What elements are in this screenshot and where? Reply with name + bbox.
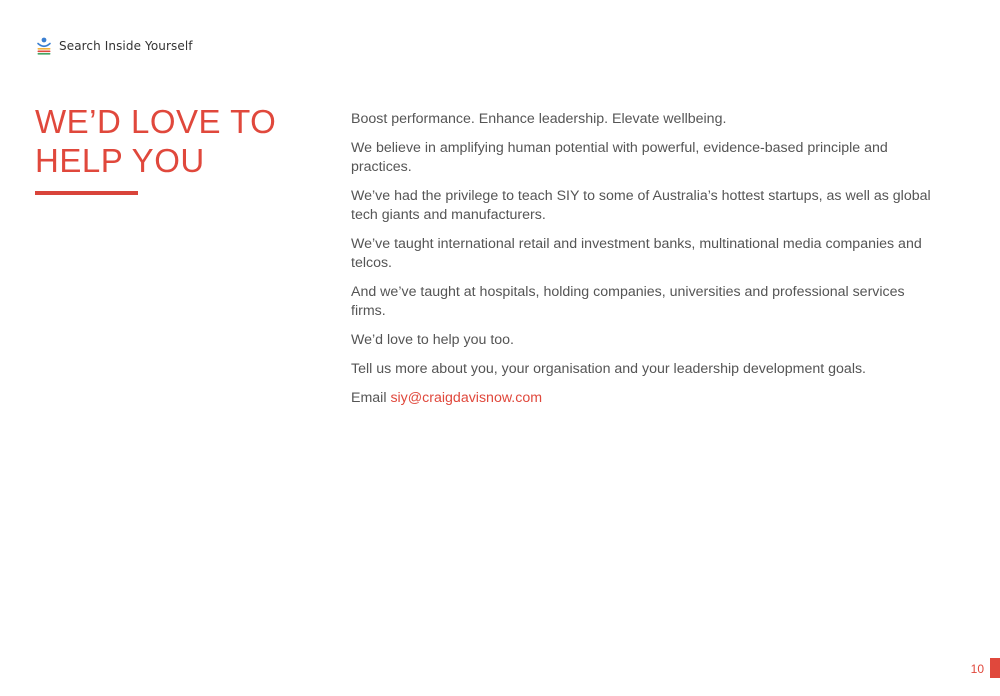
brand-name: Search Inside Yourself bbox=[59, 39, 193, 53]
body-copy bbox=[351, 110, 941, 418]
email-link[interactable]: siy@craigdavisnow.com bbox=[390, 390, 543, 406]
email-label: Email bbox=[351, 390, 387, 406]
paragraph: Boost performance. Enhance leadership. Elevate wellbeing. bbox=[351, 111, 727, 127]
page-number: 10 bbox=[970, 662, 984, 676]
paragraph: We’ve taught international retail and investment banks, multinational media companies and telcos. bbox=[351, 236, 922, 271]
paragraph: Tell us more about you, your organisation and your leadership development goals. bbox=[351, 361, 867, 377]
page-tab-marker bbox=[990, 658, 1000, 678]
paragraph: We’d love to help you too. bbox=[351, 332, 514, 348]
paragraph: And we’ve taught at hospitals, holding companies, universities and professional services firms. bbox=[351, 284, 905, 319]
page-title: WE’D LOVE TO HELP YOU bbox=[35, 103, 277, 179]
paragraph: We believe in amplifying human potential with powerful, evidence-based principle and practices. bbox=[351, 140, 888, 175]
email-line bbox=[351, 389, 941, 408]
siy-logo-icon bbox=[36, 37, 52, 55]
brand-logo bbox=[36, 37, 193, 55]
paragraph: We’ve had the privilege to teach SIY to some of Australia’s hottest startups, as well as global tech giants and manufacturers. bbox=[351, 188, 931, 223]
title-underline bbox=[35, 191, 138, 195]
